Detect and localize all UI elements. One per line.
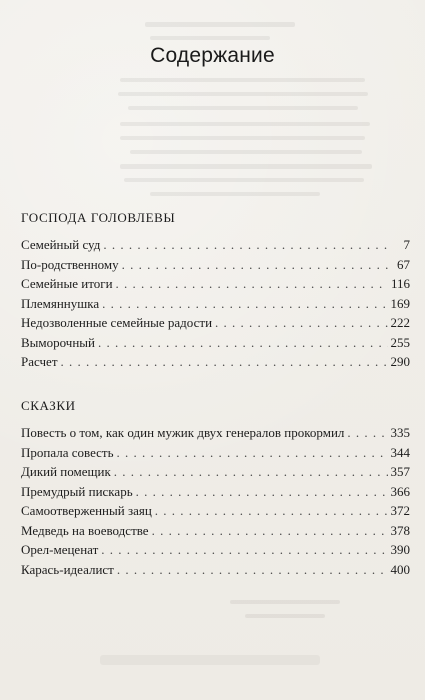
toc-list-gospoda-golovlevy — [21, 235, 410, 372]
toc-entry-page: 372 — [390, 503, 410, 518]
toc-entry-title: Карась-идеалист — [21, 561, 114, 577]
toc-entry-page: 67 — [397, 256, 410, 272]
dot-leader — [122, 255, 389, 275]
toc-entry[interactable] — [21, 482, 410, 502]
toc-entry-title: Выморочный — [21, 334, 95, 350]
toc-entry-title: По-родственному — [21, 256, 119, 272]
toc-entry[interactable] — [21, 352, 410, 372]
toc-entry[interactable] — [21, 423, 410, 443]
toc-entry[interactable] — [21, 443, 410, 463]
toc-entry[interactable] — [21, 501, 410, 521]
toc-entry-page: 335 — [390, 425, 410, 440]
toc-entry-title: Орел-меценат — [21, 542, 99, 557]
toc-entry-title: Расчет — [21, 354, 58, 369]
toc-entry-page: 378 — [390, 522, 410, 538]
toc-entry-page: 357 — [390, 464, 410, 479]
dot-leader — [98, 333, 388, 353]
dot-leader — [114, 462, 388, 482]
toc-entry-page: 344 — [390, 444, 410, 460]
toc-entry-title: Премудрый пискарь — [21, 483, 133, 499]
dot-leader — [215, 313, 387, 333]
toc-entry-title: Медведь на воеводстве — [21, 522, 149, 538]
dot-leader — [117, 560, 388, 580]
dot-leader — [155, 501, 388, 521]
toc-entry-title: Племяннушка — [21, 295, 100, 311]
toc-entry-page: 222 — [390, 315, 410, 330]
toc-entry-page: 7 — [403, 237, 410, 252]
toc-entry[interactable] — [21, 313, 410, 333]
dot-leader — [116, 274, 388, 294]
toc-entry-page: 116 — [390, 276, 410, 291]
toc-entry[interactable] — [21, 462, 410, 482]
dot-leader — [117, 443, 388, 463]
toc-entry[interactable] — [21, 560, 410, 580]
toc-entry[interactable] — [21, 521, 410, 541]
toc-entry-title: Недозволенные семейные радости — [21, 315, 213, 330]
dot-leader — [61, 352, 388, 372]
toc-entry[interactable] — [21, 235, 410, 255]
section-heading-gospoda-golovlevy: ГОСПОДА ГОЛОВЛЕВЫ — [21, 210, 176, 225]
dot-leader — [103, 235, 389, 255]
toc-entry-title: Повесть о том, как один мужик двух генералов прокормил — [21, 425, 345, 440]
toc-entry-page: 255 — [390, 334, 410, 350]
toc-entry-title: Семейный суд — [21, 237, 101, 252]
toc-entry[interactable] — [21, 274, 410, 294]
toc-entry-page: 366 — [390, 483, 410, 499]
toc-entry[interactable] — [21, 540, 410, 560]
toc-entry-title: Дикий помещик — [21, 464, 111, 479]
toc-entry-title: Самоотверженный заяц — [21, 503, 152, 518]
dot-leader — [101, 540, 387, 560]
toc-entry[interactable] — [21, 333, 410, 353]
toc-entry[interactable] — [21, 255, 410, 275]
dot-leader — [136, 482, 388, 502]
page-title: Содержание — [150, 44, 275, 67]
toc-entry-title: Семейные итоги — [21, 276, 113, 291]
dot-leader — [347, 423, 387, 443]
toc-entry-page: 400 — [390, 561, 410, 577]
toc-entry-page: 290 — [390, 354, 410, 369]
dot-leader — [102, 294, 387, 314]
dot-leader — [152, 521, 388, 541]
section-heading-skazki: СКАЗКИ — [21, 398, 76, 413]
toc-entry-page: 169 — [390, 295, 410, 311]
toc-entry[interactable] — [21, 294, 410, 314]
toc-entry-title: Пропала совесть — [21, 444, 114, 460]
toc-list-skazki — [21, 423, 410, 579]
toc-entry-page: 390 — [390, 542, 410, 557]
